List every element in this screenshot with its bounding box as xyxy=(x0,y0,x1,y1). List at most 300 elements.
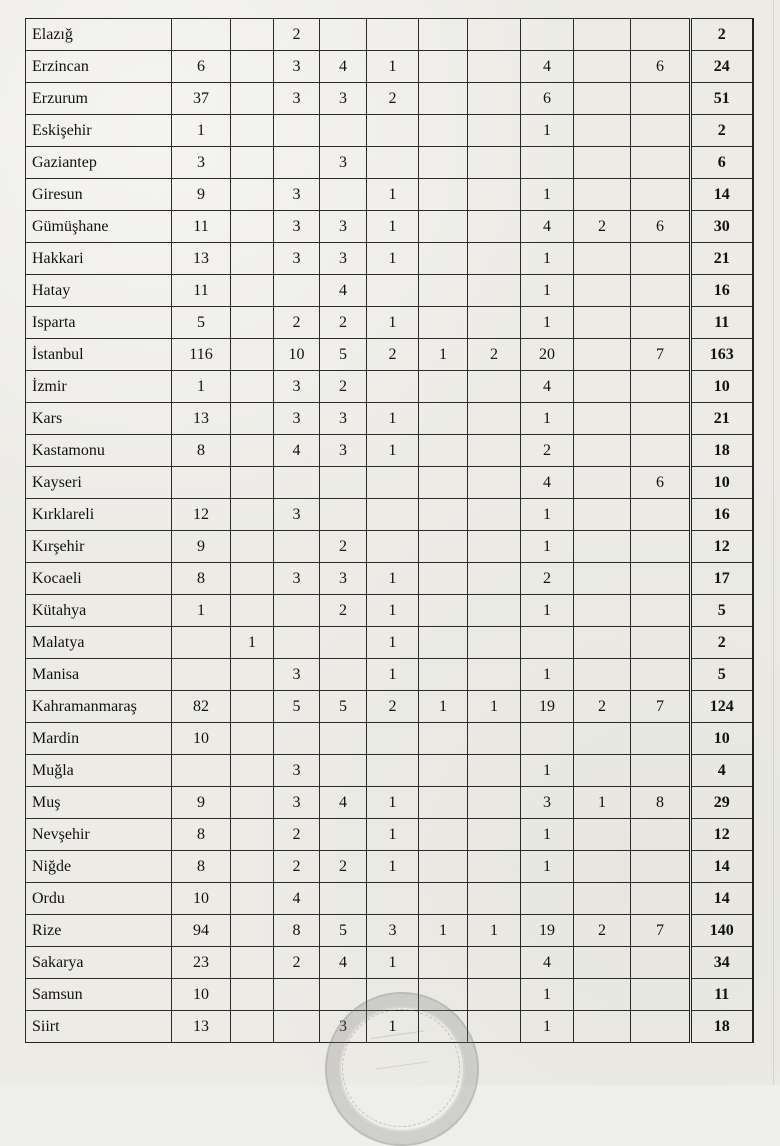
count-cell xyxy=(631,627,691,659)
count-cell xyxy=(631,307,691,339)
count-cell: 1 xyxy=(521,595,574,627)
count-cell: 1 xyxy=(419,691,468,723)
count-cell: 3 xyxy=(320,435,367,467)
count-cell: 19 xyxy=(521,915,574,947)
count-cell: 94 xyxy=(172,915,231,947)
table-row xyxy=(26,51,753,83)
count-cell xyxy=(419,595,468,627)
count-cell: 3 xyxy=(274,755,320,787)
count-cell: 10 xyxy=(172,723,231,755)
count-cell xyxy=(631,83,691,115)
count-cell xyxy=(468,627,521,659)
province-name-cell: Kırşehir xyxy=(26,531,172,563)
count-cell xyxy=(574,723,631,755)
count-cell: 3 xyxy=(274,243,320,275)
count-cell: 3 xyxy=(320,563,367,595)
province-name-cell: Ordu xyxy=(26,883,172,915)
table-row xyxy=(26,211,753,243)
count-cell: 8 xyxy=(172,563,231,595)
count-cell: 3 xyxy=(274,51,320,83)
table-row xyxy=(26,435,753,467)
count-cell: 1 xyxy=(367,211,419,243)
count-cell: 5 xyxy=(320,339,367,371)
count-cell xyxy=(631,595,691,627)
count-cell xyxy=(631,563,691,595)
table-row xyxy=(26,115,753,147)
total-cell: 16 xyxy=(691,275,753,307)
count-cell: 37 xyxy=(172,83,231,115)
count-cell: 19 xyxy=(521,691,574,723)
province-name-cell: Kayseri xyxy=(26,467,172,499)
total-cell: 6 xyxy=(691,147,753,179)
province-name-cell: Elazığ xyxy=(26,19,172,51)
count-cell xyxy=(468,83,521,115)
table-row xyxy=(26,403,753,435)
count-cell xyxy=(419,723,468,755)
province-name-cell: Hatay xyxy=(26,275,172,307)
count-cell: 3 xyxy=(367,915,419,947)
count-cell xyxy=(631,947,691,979)
count-cell xyxy=(574,307,631,339)
count-cell xyxy=(631,723,691,755)
province-name-cell: Samsun xyxy=(26,979,172,1011)
count-cell: 6 xyxy=(631,467,691,499)
total-cell: 30 xyxy=(691,211,753,243)
count-cell: 2 xyxy=(274,307,320,339)
count-cell xyxy=(320,115,367,147)
count-cell xyxy=(231,19,274,51)
province-name-cell: Kastamonu xyxy=(26,435,172,467)
count-cell: 8 xyxy=(172,435,231,467)
count-cell xyxy=(231,403,274,435)
count-cell xyxy=(419,243,468,275)
count-cell: 4 xyxy=(274,435,320,467)
count-cell xyxy=(468,19,521,51)
count-cell xyxy=(367,19,419,51)
province-name-cell: Kocaeli xyxy=(26,563,172,595)
count-cell xyxy=(468,947,521,979)
count-cell: 1 xyxy=(172,595,231,627)
count-cell xyxy=(468,819,521,851)
count-cell: 11 xyxy=(172,275,231,307)
count-cell xyxy=(231,339,274,371)
count-cell xyxy=(419,563,468,595)
count-cell: 1 xyxy=(367,947,419,979)
count-cell xyxy=(574,595,631,627)
count-cell xyxy=(574,435,631,467)
count-cell: 20 xyxy=(521,339,574,371)
province-name-cell: Hakkari xyxy=(26,243,172,275)
count-cell xyxy=(419,19,468,51)
count-cell: 1 xyxy=(521,1011,574,1043)
count-cell xyxy=(631,531,691,563)
count-cell: 3 xyxy=(320,243,367,275)
count-cell: 82 xyxy=(172,691,231,723)
count-cell xyxy=(468,435,521,467)
count-cell: 6 xyxy=(172,51,231,83)
count-cell: 1 xyxy=(521,819,574,851)
count-cell xyxy=(574,659,631,691)
table-row xyxy=(26,1011,753,1043)
table-row xyxy=(26,467,753,499)
count-cell xyxy=(231,179,274,211)
province-name-cell: Gümüşhane xyxy=(26,211,172,243)
count-cell xyxy=(468,595,521,627)
count-cell xyxy=(468,755,521,787)
province-name-cell: Mardin xyxy=(26,723,172,755)
count-cell: 1 xyxy=(419,915,468,947)
count-cell: 2 xyxy=(574,691,631,723)
count-cell: 12 xyxy=(172,499,231,531)
count-cell: 3 xyxy=(274,659,320,691)
count-cell: 13 xyxy=(172,243,231,275)
count-cell: 1 xyxy=(521,499,574,531)
count-cell xyxy=(574,275,631,307)
count-cell: 3 xyxy=(274,499,320,531)
count-cell: 10 xyxy=(172,979,231,1011)
table-row xyxy=(26,659,753,691)
count-cell xyxy=(320,819,367,851)
count-cell xyxy=(419,851,468,883)
province-name-cell: Isparta xyxy=(26,307,172,339)
table-row xyxy=(26,627,753,659)
count-cell: 3 xyxy=(320,403,367,435)
count-cell xyxy=(274,147,320,179)
count-cell xyxy=(631,1011,691,1043)
count-cell xyxy=(468,531,521,563)
count-cell: 2 xyxy=(274,851,320,883)
count-cell: 8 xyxy=(172,819,231,851)
count-cell: 5 xyxy=(320,691,367,723)
count-cell xyxy=(468,147,521,179)
count-cell: 1 xyxy=(521,115,574,147)
count-cell: 2 xyxy=(320,595,367,627)
count-cell xyxy=(367,723,419,755)
province-name-cell: Eskişehir xyxy=(26,115,172,147)
count-cell: 5 xyxy=(274,691,320,723)
total-cell: 21 xyxy=(691,403,753,435)
count-cell xyxy=(419,467,468,499)
count-cell: 8 xyxy=(631,787,691,819)
count-cell xyxy=(419,979,468,1011)
count-cell xyxy=(631,403,691,435)
count-cell: 2 xyxy=(320,851,367,883)
count-cell xyxy=(468,179,521,211)
count-cell xyxy=(419,1011,468,1043)
province-name-cell: Niğde xyxy=(26,851,172,883)
count-cell xyxy=(419,179,468,211)
count-cell xyxy=(631,19,691,51)
table-row xyxy=(26,339,753,371)
count-cell xyxy=(172,19,231,51)
count-cell xyxy=(419,755,468,787)
count-cell xyxy=(231,275,274,307)
table-row xyxy=(26,563,753,595)
count-cell xyxy=(274,723,320,755)
count-cell xyxy=(574,947,631,979)
count-cell: 2 xyxy=(320,371,367,403)
count-cell: 2 xyxy=(274,19,320,51)
count-cell xyxy=(468,211,521,243)
total-cell: 2 xyxy=(691,115,753,147)
count-cell xyxy=(231,147,274,179)
count-cell xyxy=(419,147,468,179)
count-cell xyxy=(419,819,468,851)
count-cell: 3 xyxy=(274,371,320,403)
total-cell: 163 xyxy=(691,339,753,371)
total-cell: 14 xyxy=(691,851,753,883)
count-cell xyxy=(521,883,574,915)
count-cell xyxy=(631,883,691,915)
count-cell xyxy=(419,659,468,691)
count-cell: 4 xyxy=(521,947,574,979)
count-cell: 1 xyxy=(521,403,574,435)
count-cell: 1 xyxy=(521,659,574,691)
count-cell xyxy=(231,883,274,915)
count-cell: 1 xyxy=(367,179,419,211)
count-cell: 4 xyxy=(521,211,574,243)
count-cell: 2 xyxy=(521,435,574,467)
count-cell xyxy=(468,467,521,499)
count-cell xyxy=(468,883,521,915)
count-cell xyxy=(574,243,631,275)
table-row xyxy=(26,691,753,723)
count-cell xyxy=(574,755,631,787)
province-name-cell: İstanbul xyxy=(26,339,172,371)
count-cell: 23 xyxy=(172,947,231,979)
count-cell: 3 xyxy=(172,147,231,179)
count-cell: 4 xyxy=(320,275,367,307)
count-cell xyxy=(574,563,631,595)
count-cell: 1 xyxy=(521,243,574,275)
count-cell: 1 xyxy=(521,851,574,883)
total-cell: 10 xyxy=(691,723,753,755)
count-cell xyxy=(231,115,274,147)
count-cell xyxy=(320,979,367,1011)
count-cell: 2 xyxy=(574,915,631,947)
table-row xyxy=(26,755,753,787)
count-cell xyxy=(172,659,231,691)
province-name-cell: Giresun xyxy=(26,179,172,211)
total-cell: 14 xyxy=(691,883,753,915)
count-cell xyxy=(274,275,320,307)
count-cell: 8 xyxy=(172,851,231,883)
count-cell xyxy=(231,499,274,531)
table-row xyxy=(26,499,753,531)
count-cell xyxy=(367,499,419,531)
count-cell: 10 xyxy=(172,883,231,915)
province-name-cell: Muğla xyxy=(26,755,172,787)
count-cell: 2 xyxy=(367,339,419,371)
count-cell xyxy=(631,979,691,1011)
count-cell xyxy=(574,115,631,147)
count-cell xyxy=(574,403,631,435)
province-statistics-table-wrapper xyxy=(25,18,752,1043)
count-cell xyxy=(419,275,468,307)
count-cell xyxy=(419,211,468,243)
count-cell xyxy=(631,371,691,403)
province-name-cell: Nevşehir xyxy=(26,819,172,851)
province-name-cell: Muş xyxy=(26,787,172,819)
count-cell: 8 xyxy=(274,915,320,947)
count-cell: 2 xyxy=(367,691,419,723)
count-cell xyxy=(172,755,231,787)
count-cell: 1 xyxy=(574,787,631,819)
province-name-cell: Gaziantep xyxy=(26,147,172,179)
count-cell: 9 xyxy=(172,531,231,563)
count-cell xyxy=(274,627,320,659)
count-cell xyxy=(574,819,631,851)
count-cell xyxy=(320,19,367,51)
count-cell: 1 xyxy=(521,307,574,339)
count-cell: 2 xyxy=(320,531,367,563)
count-cell xyxy=(231,947,274,979)
count-cell xyxy=(274,595,320,627)
count-cell: 1 xyxy=(521,755,574,787)
count-cell: 1 xyxy=(367,307,419,339)
count-cell: 1 xyxy=(419,339,468,371)
count-cell xyxy=(468,563,521,595)
count-cell xyxy=(274,1011,320,1043)
count-cell xyxy=(231,531,274,563)
total-cell: 4 xyxy=(691,755,753,787)
count-cell: 1 xyxy=(367,1011,419,1043)
count-cell: 6 xyxy=(631,51,691,83)
total-cell: 12 xyxy=(691,819,753,851)
count-cell xyxy=(521,723,574,755)
count-cell xyxy=(468,243,521,275)
count-cell xyxy=(574,979,631,1011)
count-cell: 7 xyxy=(631,915,691,947)
total-cell: 21 xyxy=(691,243,753,275)
total-cell: 5 xyxy=(691,595,753,627)
count-cell xyxy=(631,147,691,179)
count-cell xyxy=(231,691,274,723)
count-cell: 4 xyxy=(274,883,320,915)
total-cell: 16 xyxy=(691,499,753,531)
province-name-cell: Erzurum xyxy=(26,83,172,115)
count-cell: 1 xyxy=(521,531,574,563)
count-cell xyxy=(631,243,691,275)
province-name-cell: Kars xyxy=(26,403,172,435)
count-cell xyxy=(320,883,367,915)
count-cell: 1 xyxy=(231,627,274,659)
count-cell: 1 xyxy=(367,51,419,83)
count-cell xyxy=(367,115,419,147)
count-cell xyxy=(231,307,274,339)
count-cell: 1 xyxy=(521,179,574,211)
count-cell xyxy=(367,755,419,787)
table-row xyxy=(26,947,753,979)
count-cell xyxy=(631,115,691,147)
count-cell xyxy=(468,307,521,339)
count-cell: 6 xyxy=(521,83,574,115)
count-cell xyxy=(231,915,274,947)
total-cell: 2 xyxy=(691,19,753,51)
count-cell: 1 xyxy=(367,563,419,595)
count-cell xyxy=(419,371,468,403)
count-cell xyxy=(419,435,468,467)
count-cell: 2 xyxy=(274,947,320,979)
total-cell: 34 xyxy=(691,947,753,979)
count-cell xyxy=(468,1011,521,1043)
count-cell: 3 xyxy=(274,403,320,435)
count-cell xyxy=(631,435,691,467)
count-cell: 1 xyxy=(367,627,419,659)
count-cell xyxy=(574,531,631,563)
count-cell xyxy=(631,755,691,787)
total-cell: 11 xyxy=(691,979,753,1011)
count-cell xyxy=(274,115,320,147)
count-cell: 4 xyxy=(521,51,574,83)
count-cell xyxy=(231,467,274,499)
count-cell xyxy=(231,51,274,83)
count-cell xyxy=(468,51,521,83)
count-cell xyxy=(274,467,320,499)
table-row xyxy=(26,371,753,403)
count-cell: 7 xyxy=(631,339,691,371)
count-cell xyxy=(574,627,631,659)
count-cell xyxy=(231,851,274,883)
count-cell: 6 xyxy=(631,211,691,243)
count-cell xyxy=(574,339,631,371)
count-cell xyxy=(231,371,274,403)
count-cell xyxy=(631,851,691,883)
count-cell xyxy=(231,1011,274,1043)
total-cell: 29 xyxy=(691,787,753,819)
total-cell: 2 xyxy=(691,627,753,659)
count-cell xyxy=(468,371,521,403)
count-cell xyxy=(231,979,274,1011)
count-cell xyxy=(231,211,274,243)
province-name-cell: Erzincan xyxy=(26,51,172,83)
count-cell xyxy=(367,147,419,179)
count-cell xyxy=(468,851,521,883)
count-cell xyxy=(574,499,631,531)
count-cell xyxy=(631,179,691,211)
count-cell: 9 xyxy=(172,787,231,819)
table-row xyxy=(26,531,753,563)
count-cell xyxy=(419,947,468,979)
count-cell xyxy=(521,147,574,179)
count-cell xyxy=(631,819,691,851)
table-row xyxy=(26,819,753,851)
table-row xyxy=(26,243,753,275)
province-name-cell: İzmir xyxy=(26,371,172,403)
count-cell xyxy=(231,755,274,787)
count-cell: 2 xyxy=(468,339,521,371)
count-cell xyxy=(320,627,367,659)
total-cell: 5 xyxy=(691,659,753,691)
table-row xyxy=(26,979,753,1011)
count-cell xyxy=(468,499,521,531)
count-cell xyxy=(419,115,468,147)
count-cell xyxy=(274,531,320,563)
count-cell xyxy=(320,755,367,787)
count-cell xyxy=(631,499,691,531)
count-cell xyxy=(231,819,274,851)
total-cell: 24 xyxy=(691,51,753,83)
table-row xyxy=(26,595,753,627)
total-cell: 10 xyxy=(691,467,753,499)
count-cell xyxy=(367,371,419,403)
count-cell: 3 xyxy=(320,147,367,179)
count-cell: 1 xyxy=(367,787,419,819)
total-cell: 10 xyxy=(691,371,753,403)
table-row xyxy=(26,851,753,883)
province-name-cell: Rize xyxy=(26,915,172,947)
count-cell xyxy=(468,659,521,691)
